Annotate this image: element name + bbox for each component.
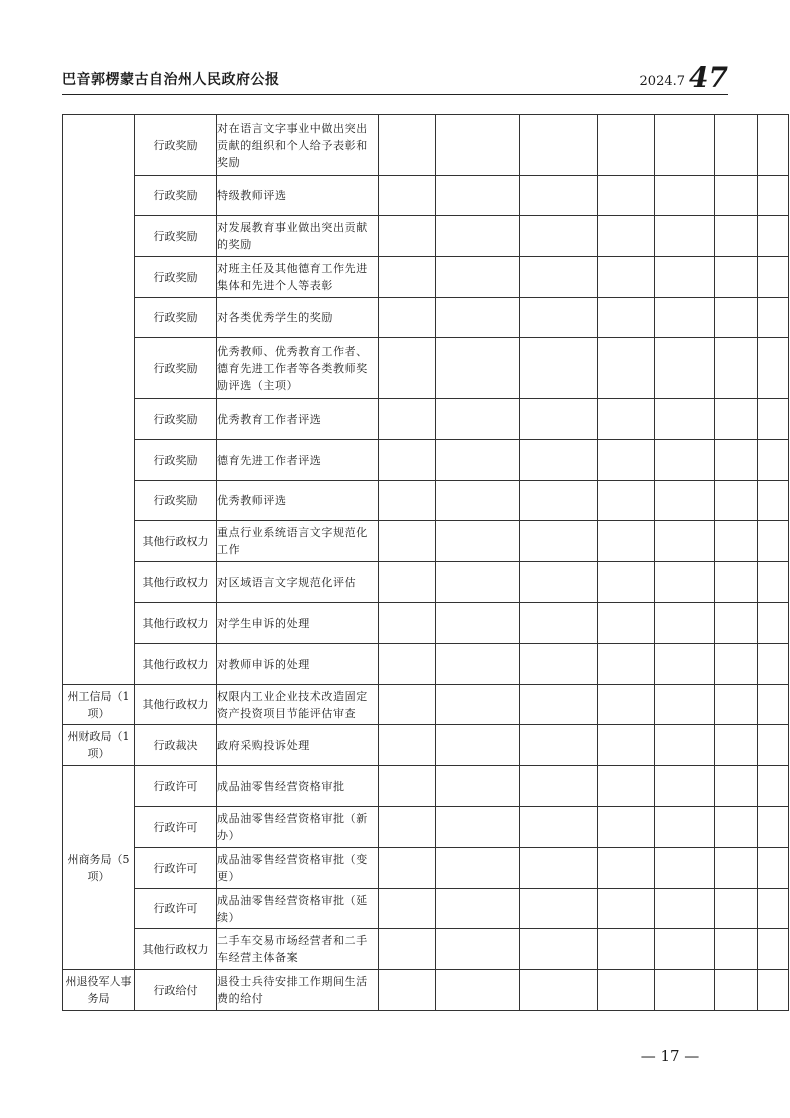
empty-cell [598,176,655,216]
table-row [63,298,789,338]
empty-cell [758,970,789,1011]
empty-cell [598,440,655,481]
empty-cell [436,644,520,685]
empty-cell [655,603,715,644]
power-item-cell: 德育先进工作者评选 [217,440,379,481]
table-row [63,766,789,807]
table-row [63,807,789,848]
power-item-cell: 优秀教师、优秀教育工作者、德育先进工作者等各类教师奖励评选（主项） [217,338,379,399]
empty-cell [598,521,655,562]
empty-cell [379,889,436,929]
empty-cell [715,216,758,257]
empty-cell [598,257,655,298]
table-row [63,725,789,766]
table-row [63,603,789,644]
empty-cell [379,562,436,603]
empty-cell [655,766,715,807]
empty-cell [520,766,598,807]
empty-cell [715,298,758,338]
empty-cell [520,807,598,848]
power-type-cell: 其他行政权力 [135,562,217,603]
empty-cell [379,521,436,562]
empty-cell [520,481,598,521]
empty-cell [758,216,789,257]
empty-cell [655,807,715,848]
power-type-cell: 行政许可 [135,889,217,929]
empty-cell [655,338,715,399]
empty-cell [520,929,598,970]
empty-cell [758,685,789,725]
empty-cell [436,685,520,725]
empty-cell [758,521,789,562]
table-row [63,176,789,216]
power-type-cell: 其他行政权力 [135,521,217,562]
power-type-cell: 其他行政权力 [135,603,217,644]
power-type-cell: 行政奖励 [135,216,217,257]
empty-cell [655,848,715,889]
empty-cell [436,298,520,338]
empty-cell [379,481,436,521]
empty-cell [598,562,655,603]
power-type-cell: 行政奖励 [135,115,217,176]
empty-cell [436,889,520,929]
empty-cell [598,766,655,807]
empty-cell [715,766,758,807]
empty-cell [379,807,436,848]
empty-cell [379,685,436,725]
empty-cell [655,115,715,176]
empty-cell [655,257,715,298]
empty-cell [520,257,598,298]
power-type-cell: 行政许可 [135,766,217,807]
power-type-cell: 行政许可 [135,848,217,889]
empty-cell [436,766,520,807]
empty-cell [758,766,789,807]
power-item-cell: 成品油零售经营资格审批（变更） [217,848,379,889]
empty-cell [758,399,789,440]
empty-cell [655,176,715,216]
empty-cell [520,399,598,440]
power-item-cell: 优秀教师评选 [217,481,379,521]
empty-cell [436,970,520,1011]
empty-cell [598,216,655,257]
empty-cell [436,216,520,257]
empty-cell [655,970,715,1011]
empty-cell [758,644,789,685]
power-type-cell: 行政奖励 [135,176,217,216]
empty-cell [520,725,598,766]
empty-cell [598,338,655,399]
empty-cell [715,603,758,644]
empty-cell [715,399,758,440]
power-type-cell: 行政奖励 [135,481,217,521]
table-row [63,481,789,521]
empty-cell [655,685,715,725]
table-row [63,399,789,440]
department-cell: 州退役军人事务局 [63,970,135,1011]
power-item-cell: 退役士兵待安排工作期间生活费的给付 [217,970,379,1011]
empty-cell [436,929,520,970]
empty-cell [598,115,655,176]
power-type-cell: 其他行政权力 [135,644,217,685]
empty-cell [758,115,789,176]
power-type-cell: 其他行政权力 [135,685,217,725]
empty-cell [520,440,598,481]
empty-cell [520,889,598,929]
empty-cell [598,929,655,970]
power-type-cell: 行政奖励 [135,257,217,298]
table-row [63,562,789,603]
table-row [63,521,789,562]
department-cell: 州财政局（1项） [63,725,135,766]
empty-cell [379,929,436,970]
empty-cell [715,562,758,603]
table-row [63,848,789,889]
department-cell: 州工信局（1项） [63,685,135,725]
empty-cell [715,440,758,481]
empty-cell [758,338,789,399]
empty-cell [379,644,436,685]
empty-cell [758,257,789,298]
empty-cell [436,807,520,848]
empty-cell [655,644,715,685]
empty-cell [520,521,598,562]
page-header [62,61,728,95]
department-cell [63,115,135,685]
empty-cell [436,257,520,298]
power-item-cell: 二手车交易市场经营者和二手车经营主体备案 [217,929,379,970]
empty-cell [598,399,655,440]
power-item-cell: 对区域语言文字规范化评估 [217,562,379,603]
empty-cell [520,970,598,1011]
power-type-cell: 行政奖励 [135,298,217,338]
power-type-cell: 行政奖励 [135,399,217,440]
empty-cell [436,176,520,216]
empty-cell [715,176,758,216]
empty-cell [715,685,758,725]
power-type-cell: 行政给付 [135,970,217,1011]
power-type-cell: 行政许可 [135,807,217,848]
empty-cell [598,848,655,889]
table-row [63,970,789,1011]
empty-cell [758,603,789,644]
empty-cell [379,115,436,176]
empty-cell [379,725,436,766]
empty-cell [520,644,598,685]
empty-cell [758,176,789,216]
power-list-table [62,114,789,1011]
power-item-cell: 对学生申诉的处理 [217,603,379,644]
power-item-cell: 对发展教育事业做出突出贡献的奖励 [217,216,379,257]
table-row [63,440,789,481]
empty-cell [758,298,789,338]
empty-cell [379,216,436,257]
empty-cell [598,298,655,338]
empty-cell [758,929,789,970]
issue-number: 47 [689,61,728,94]
empty-cell [655,929,715,970]
power-item-cell: 对在语言文字事业中做出突出贡献的组织和个人给予表彰和奖励 [217,115,379,176]
power-item-cell: 成品油零售经营资格审批（延续） [217,889,379,929]
empty-cell [715,481,758,521]
power-item-cell: 对各类优秀学生的奖励 [217,298,379,338]
empty-cell [520,115,598,176]
empty-cell [758,848,789,889]
table-row [63,685,789,725]
issue-info [639,61,728,94]
power-item-cell: 优秀教育工作者评选 [217,399,379,440]
empty-cell [436,115,520,176]
empty-cell [655,725,715,766]
empty-cell [715,889,758,929]
empty-cell [379,970,436,1011]
power-item-cell: 政府采购投诉处理 [217,725,379,766]
empty-cell [379,399,436,440]
power-type-cell: 行政奖励 [135,440,217,481]
empty-cell [655,440,715,481]
table-row [63,889,789,929]
empty-cell [379,338,436,399]
empty-cell [436,848,520,889]
empty-cell [598,970,655,1011]
power-type-cell: 行政裁决 [135,725,217,766]
empty-cell [715,115,758,176]
empty-cell [379,440,436,481]
empty-cell [758,807,789,848]
empty-cell [758,562,789,603]
empty-cell [436,399,520,440]
power-item-cell: 权限内工业企业技术改造固定资产投资项目节能评估审查 [217,685,379,725]
table-row [63,216,789,257]
power-item-cell: 特级教师评选 [217,176,379,216]
empty-cell [520,216,598,257]
table-row [63,257,789,298]
empty-cell [715,644,758,685]
empty-cell [715,521,758,562]
page-number: — 17 — [640,1047,700,1065]
empty-cell [379,298,436,338]
empty-cell [598,603,655,644]
empty-cell [379,176,436,216]
empty-cell [520,685,598,725]
empty-cell [436,603,520,644]
empty-cell [598,889,655,929]
empty-cell [598,725,655,766]
empty-cell [758,725,789,766]
empty-cell [655,216,715,257]
empty-cell [436,725,520,766]
power-item-cell: 对教师申诉的处理 [217,644,379,685]
empty-cell [520,338,598,399]
power-item-cell: 成品油零售经营资格审批（新办） [217,807,379,848]
gazette-title: 巴音郭楞蒙古自治州人民政府公报 [62,72,280,88]
empty-cell [520,603,598,644]
empty-cell [758,481,789,521]
power-item-cell: 对班主任及其他德育工作先进集体和先进个人等表彰 [217,257,379,298]
table-row [63,338,789,399]
empty-cell [379,766,436,807]
empty-cell [655,521,715,562]
table-row [63,115,789,176]
empty-cell [715,725,758,766]
department-cell: 州商务局（5项） [63,766,135,970]
empty-cell [715,807,758,848]
empty-cell [598,481,655,521]
empty-cell [655,298,715,338]
power-item-cell: 成品油零售经营资格审批 [217,766,379,807]
power-type-cell: 其他行政权力 [135,929,217,970]
empty-cell [715,970,758,1011]
empty-cell [598,685,655,725]
empty-cell [758,440,789,481]
empty-cell [436,440,520,481]
table-row [63,644,789,685]
empty-cell [520,562,598,603]
empty-cell [436,562,520,603]
empty-cell [655,562,715,603]
empty-cell [655,889,715,929]
table-row [63,929,789,970]
empty-cell [715,257,758,298]
empty-cell [715,848,758,889]
empty-cell [379,257,436,298]
empty-cell [715,929,758,970]
empty-cell [520,298,598,338]
empty-cell [436,338,520,399]
empty-cell [598,644,655,685]
empty-cell [379,603,436,644]
empty-cell [758,889,789,929]
power-item-cell: 重点行业系统语言文字规范化工作 [217,521,379,562]
empty-cell [598,807,655,848]
empty-cell [379,848,436,889]
empty-cell [436,481,520,521]
power-type-cell: 行政奖励 [135,338,217,399]
issue-date: 2024.7 [639,74,686,89]
empty-cell [436,521,520,562]
empty-cell [715,338,758,399]
empty-cell [655,481,715,521]
empty-cell [520,176,598,216]
empty-cell [655,399,715,440]
empty-cell [520,848,598,889]
